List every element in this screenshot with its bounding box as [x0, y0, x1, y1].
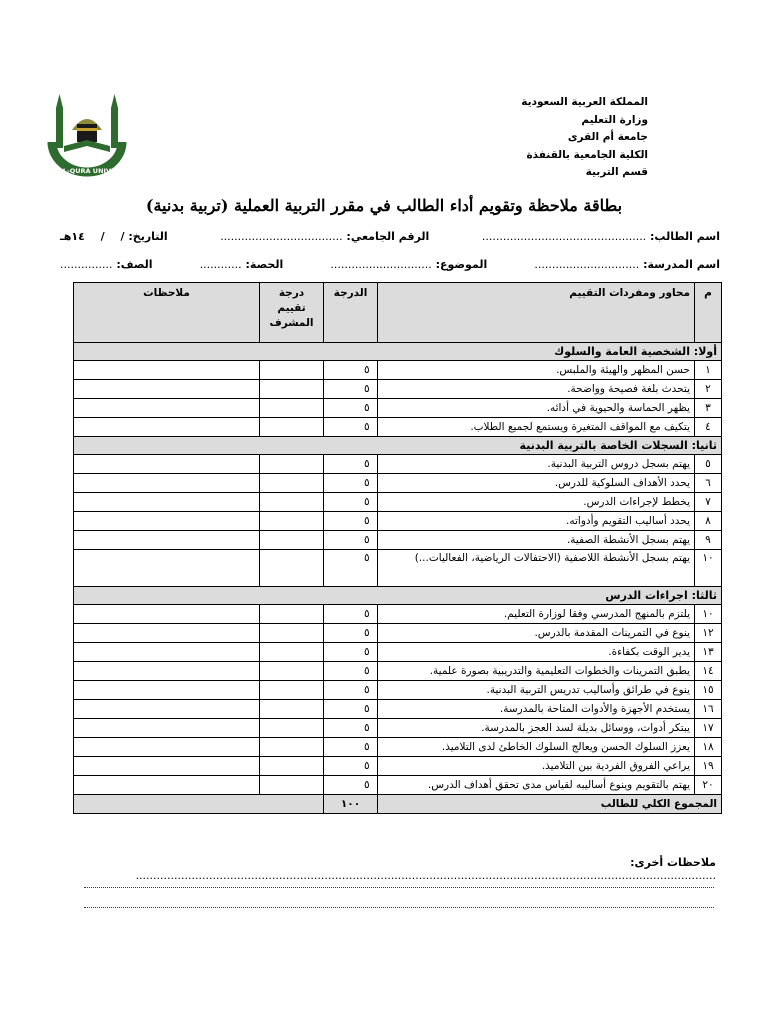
section-title: ثانيا: السجلات الخاصة بالتربية البدنية [74, 437, 722, 455]
student-info-line [60, 230, 720, 243]
criterion-text: حسن المظهر والهيئة والملبس. [378, 361, 695, 380]
table-row [74, 361, 722, 380]
notes-cell[interactable] [74, 662, 260, 681]
criterion-text: يبتكر أدوات، ووسائل بديلة لسد العجز بالمدرسة. [378, 719, 695, 738]
notes-cell[interactable] [74, 605, 260, 624]
criterion-text: يحدد أساليب التقويم وأدواته. [378, 512, 695, 531]
criterion-text: يهتم بسجل دروس التربية البدنية. [378, 455, 695, 474]
notes-cell[interactable] [74, 776, 260, 795]
col-header-notes: ملاحظات [74, 283, 260, 343]
max-score: ٥ [324, 531, 378, 550]
max-score: ٥ [324, 380, 378, 399]
header-line: قسم التربية [585, 166, 648, 178]
supervisor-score-cell[interactable] [260, 418, 324, 437]
row-number: ١٧ [695, 719, 722, 738]
row-number: ١٩ [695, 757, 722, 776]
criterion-text: يحدد الأهداف السلوكية للدرس. [378, 474, 695, 493]
table-row [74, 700, 722, 719]
max-score: ٥ [324, 550, 378, 587]
max-score: ٥ [324, 681, 378, 700]
criterion-text: يهتم بسجل الأنشطة الصفية. [378, 531, 695, 550]
row-number: ١٣ [695, 643, 722, 662]
table-header-row [74, 283, 722, 343]
notes-cell[interactable] [74, 512, 260, 531]
total-row [74, 795, 722, 814]
supervisor-score-cell[interactable] [260, 380, 324, 399]
row-number: ١٨ [695, 738, 722, 757]
evaluation-table [73, 282, 722, 814]
student-id-label: الرقم الجامعي: [346, 230, 430, 243]
class-dots: ............... [60, 258, 113, 271]
max-score: ٥ [324, 738, 378, 757]
notes-cell[interactable] [74, 474, 260, 493]
table-row [74, 512, 722, 531]
period-dots: ............ [199, 258, 242, 271]
date-field[interactable] [60, 230, 168, 243]
supervisor-score-cell[interactable] [260, 531, 324, 550]
row-number: ٣ [695, 399, 722, 418]
supervisor-score-cell[interactable] [260, 681, 324, 700]
date-label: التاريخ: [128, 230, 168, 243]
row-number: ١٤ [695, 662, 722, 681]
table-row [74, 605, 722, 624]
col-header-num: م [695, 283, 722, 343]
supervisor-score-cell[interactable] [260, 474, 324, 493]
notes-cell[interactable] [74, 681, 260, 700]
notes-line[interactable] [84, 906, 714, 908]
max-score: ٥ [324, 662, 378, 681]
row-number: ٥ [695, 455, 722, 474]
max-score: ٥ [324, 605, 378, 624]
notes-cell[interactable] [74, 531, 260, 550]
row-number: ٢ [695, 380, 722, 399]
table-row [74, 681, 722, 700]
topic-field[interactable] [330, 258, 487, 271]
table-row [74, 493, 722, 512]
section-header-row [74, 437, 722, 455]
max-score: ٥ [324, 776, 378, 795]
student-id-field[interactable] [220, 230, 429, 243]
criterion-text: ينوع في التمرينات المقدمة بالدرس. [378, 624, 695, 643]
school-name-dots: .............................. [534, 258, 640, 271]
max-score: ٥ [324, 399, 378, 418]
notes-cell[interactable] [74, 493, 260, 512]
criterion-text: ينوع في طرائق وأساليب تدريس التربية البدنية. [378, 681, 695, 700]
criterion-text: يهتم بالتقويم وينوع أساليبه لقياس مدى تحقق أهداف الدرس. [378, 776, 695, 795]
supervisor-score-cell[interactable] [260, 624, 324, 643]
other-notes-label: ملاحظات أخرى: [630, 856, 716, 869]
row-number: ٦ [695, 474, 722, 493]
criterion-text: يدير الوقت بكفاءة. [378, 643, 695, 662]
period-field[interactable] [200, 258, 284, 271]
class-field[interactable] [60, 258, 153, 271]
max-score: ٥ [324, 757, 378, 776]
table-row [74, 455, 722, 474]
other-notes [84, 856, 716, 882]
max-score: ٥ [324, 418, 378, 437]
school-name-field[interactable] [534, 258, 720, 271]
student-name-field[interactable] [482, 230, 720, 243]
max-score: ٥ [324, 455, 378, 474]
student-name-label: اسم الطالب: [650, 230, 720, 243]
criterion-text: يخطط لإجراءات الدرس. [378, 493, 695, 512]
notes-cell[interactable] [74, 550, 260, 587]
section-header-row [74, 343, 722, 361]
criterion-text: يهتم بسجل الأنشطة اللاصفية (الاحتفالات الرياضية، الفعاليات...) [378, 550, 695, 587]
header-line: الكلية الجامعية بالقنفذة [526, 148, 648, 161]
criterion-text: يستخدم الأجهزة والأدوات المتاحة بالمدرسة. [378, 700, 695, 719]
supervisor-score-cell[interactable] [260, 776, 324, 795]
supervisor-score-cell[interactable] [260, 757, 324, 776]
notes-line[interactable] [84, 886, 714, 888]
table-row [74, 719, 722, 738]
notes-cell[interactable] [74, 455, 260, 474]
row-number: ١٢ [695, 624, 722, 643]
total-empty [74, 795, 324, 814]
row-number: ٢٠ [695, 776, 722, 795]
row-number: ٩ [695, 531, 722, 550]
notes-cell[interactable] [74, 719, 260, 738]
school-info-line [60, 258, 720, 271]
table-row [74, 738, 722, 757]
notes-cell[interactable] [74, 757, 260, 776]
criterion-text: يتحدث بلغة فصيحة وواضحة. [378, 380, 695, 399]
max-score: ٥ [324, 361, 378, 380]
institution-header [448, 94, 648, 182]
notes-cell[interactable] [74, 418, 260, 437]
table-row [74, 624, 722, 643]
table-row [74, 531, 722, 550]
other-notes-dots[interactable]: ...................................................................................................................................................................... [135, 869, 716, 882]
notes-cell[interactable] [74, 624, 260, 643]
table-row [74, 757, 722, 776]
supervisor-score-cell[interactable] [260, 700, 324, 719]
notes-cell[interactable] [74, 380, 260, 399]
table-row [74, 550, 722, 587]
col-header-score: الدرجة [324, 283, 378, 343]
max-score: ٥ [324, 493, 378, 512]
max-score: ٥ [324, 700, 378, 719]
total-value: ١٠٠ [324, 795, 378, 814]
supervisor-score-cell[interactable] [260, 512, 324, 531]
notes-cell[interactable] [74, 399, 260, 418]
supervisor-score-cell[interactable] [260, 738, 324, 757]
row-number: ١٠ [695, 605, 722, 624]
criterion-text: يتكيف مع المواقف المتغيرة ويستمع لجميع الطلاب. [378, 418, 695, 437]
col-header-supervisor: درجة تقييم المشرف [260, 283, 324, 343]
header-line: وزارة التعليم [581, 113, 648, 126]
criterion-text: يظهر الحماسة والحيوية في أدائه. [378, 399, 695, 418]
school-name-label: اسم المدرسة: [643, 258, 720, 271]
max-score: ٥ [324, 643, 378, 662]
criterion-text: يعزز السلوك الحسن ويعالج السلوك الخاطئ لدى التلاميذ. [378, 738, 695, 757]
table-row [74, 776, 722, 795]
logo-text: UMM AL-QURA UNIVERSITY [37, 167, 137, 175]
student-name-dots: ............................................... [481, 230, 647, 243]
notes-cell[interactable] [74, 361, 260, 380]
topic-label: الموضوع: [435, 258, 488, 271]
criterion-text: يراعي الفروق الفردية بين التلاميذ. [378, 757, 695, 776]
supervisor-score-cell[interactable] [260, 399, 324, 418]
university-logo [37, 90, 137, 180]
header-line: المملكة العربية السعودية [521, 96, 648, 108]
class-label: الصف: [116, 258, 153, 271]
row-number: ٨ [695, 512, 722, 531]
supervisor-score-cell[interactable] [260, 361, 324, 380]
section-title: ثالثا: اجراءات الدرس [74, 587, 722, 605]
table-row [74, 643, 722, 662]
max-score: ٥ [324, 719, 378, 738]
notes-cell[interactable] [74, 738, 260, 757]
period-label: الحصة: [245, 258, 284, 271]
supervisor-score-cell[interactable] [260, 643, 324, 662]
total-label: المجموع الكلي للطالب [378, 795, 722, 814]
row-number: ١٥ [695, 681, 722, 700]
max-score: ٥ [324, 624, 378, 643]
row-number: ١٠ [695, 550, 722, 587]
supervisor-score-cell[interactable] [260, 455, 324, 474]
supervisor-score-cell[interactable] [260, 719, 324, 738]
student-id-dots: ................................... [220, 230, 343, 243]
date-value: / / ١٤هـ [60, 230, 125, 243]
row-number: ١ [695, 361, 722, 380]
section-title: أولا: الشخصية العامة والسلوك [74, 343, 722, 361]
table-row [74, 380, 722, 399]
table-row [74, 474, 722, 493]
row-number: ١٦ [695, 700, 722, 719]
notes-cell[interactable] [74, 700, 260, 719]
supervisor-score-cell[interactable] [260, 605, 324, 624]
max-score: ٥ [324, 512, 378, 531]
criterion-text: يلتزم بالمنهج المدرسي وفقا لوزارة التعليم. [378, 605, 695, 624]
row-number: ٤ [695, 418, 722, 437]
topic-dots: ............................. [330, 258, 432, 271]
notes-cell[interactable] [74, 643, 260, 662]
max-score: ٥ [324, 474, 378, 493]
supervisor-score-cell[interactable] [260, 662, 324, 681]
row-number: ٧ [695, 493, 722, 512]
supervisor-score-cell[interactable] [260, 550, 324, 587]
page-title: بطاقة ملاحظة وتقويم أداء الطالب في مقرر التربية العملية (تربية بدنية) [145, 196, 623, 215]
table-row [74, 418, 722, 437]
col-header-criteria: محاور ومفردات التقييم [378, 283, 695, 343]
header-line: جامعة أم القرى [567, 131, 648, 143]
table-row [74, 662, 722, 681]
criterion-text: يطبق التمرينات والخطوات التعليمية والتدريبية بصورة علمية. [378, 662, 695, 681]
table-row [74, 399, 722, 418]
supervisor-score-cell[interactable] [260, 493, 324, 512]
section-header-row [74, 587, 722, 605]
